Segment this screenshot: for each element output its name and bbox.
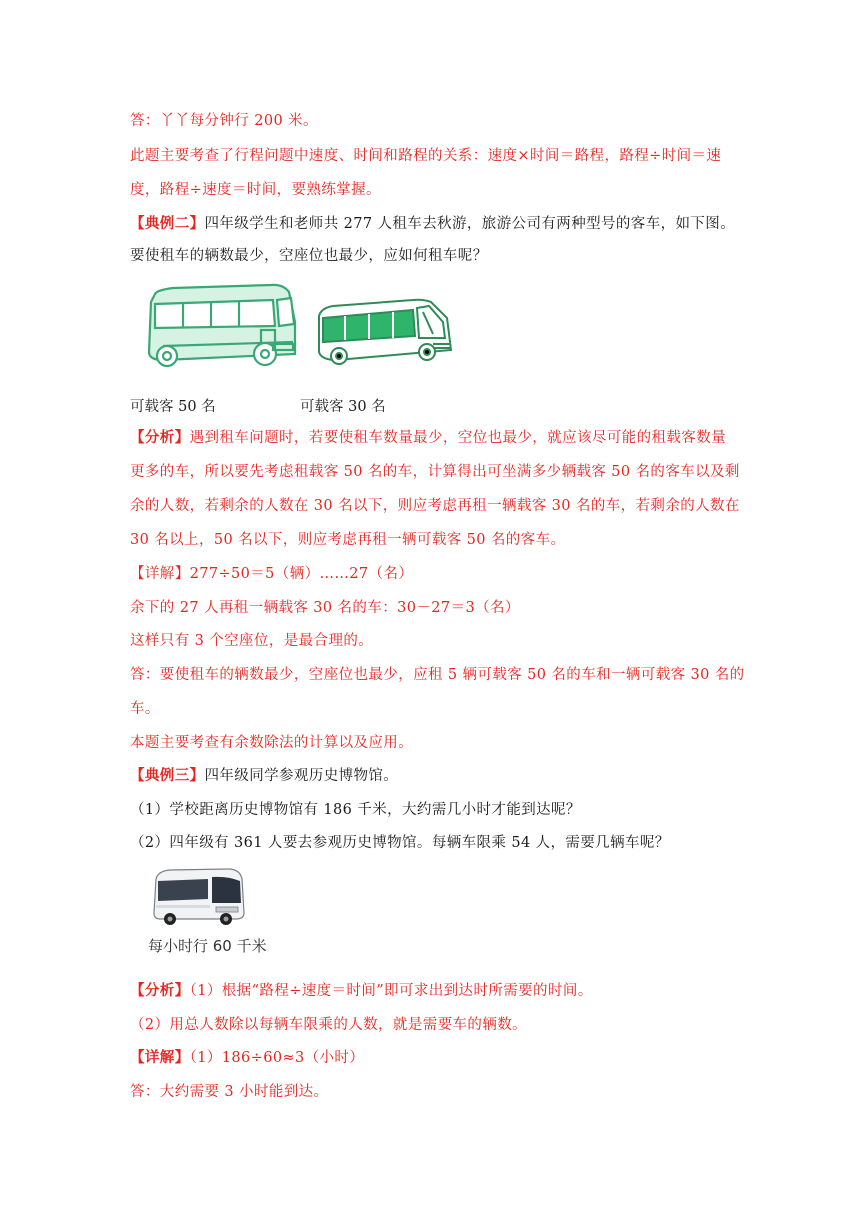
detail-3-tag: 【详解】 [130, 1049, 190, 1066]
detail-2-text: 277÷50＝5（辆）……27（名） [189, 566, 414, 582]
bus-50-caption: 可载客 50 名 [130, 399, 216, 415]
answer-2-line-1: 答：要使租车的辆数最少，空座位也最少，应租 5 辆可载客 50 名的车和一辆可载客 30 名的 [130, 667, 745, 683]
bus-30-caption: 可载客 30 名 [300, 399, 386, 415]
analysis-2-line-2: 更多的车，所以要先考虑租载客 50 名的车，计算得出可坐满多少辆载客 50 名的客车以及剩 [130, 464, 740, 480]
bus-30-seats-image [313, 294, 455, 370]
note-1-line-1: 此题主要考查了行程问题中速度、时间和路程的关系：速度×时间＝路程，路程÷时间＝速 [130, 148, 722, 164]
bus-50-seats-image [143, 282, 301, 372]
example-3-title-line [130, 766, 398, 786]
example-2-tag: 【典例二】 [130, 215, 205, 232]
detail-2-line-1 [130, 564, 413, 584]
example-2-text: 四年级学生和老师共 277 人租车去秋游，旅游公司有两种型号的客车，如下图。 [204, 216, 736, 232]
answer-2-line-2: 车。 [130, 701, 160, 717]
detail-2-line-2: 余下的 27 人再租一辆载客 30 名的车：30－27＝3（名） [130, 600, 520, 616]
detail-2-tag: 【详解】 [130, 566, 190, 582]
analysis-2-text: 遇到租车问题时，若要使租车数量最少，空位也最少，就应该尽可能的租载客数量 [189, 430, 727, 446]
analysis-3-text: （1）根据“路程÷速度＝时间”即可求出到达时所需要的时间。 [189, 983, 593, 999]
example-3-title: 四年级同学参观历史博物馆。 [204, 768, 399, 784]
analysis-3-line-2: （2）用总人数除以每辆车限乘的人数，就是需要车的辆数。 [130, 1017, 528, 1033]
detail-2-line-3: 这样只有 3 个空座位，是最合理的。 [130, 633, 374, 649]
answer-line-1: 答：丫丫每分钟行 200 米。 [130, 113, 318, 129]
detail-3-text: （1）186÷60≈3（小时） [189, 1050, 365, 1066]
example-2-line-1 [130, 214, 735, 234]
analysis-2-line-3: 余的人数，若剩余的人数在 30 名以下，则应考虑再租一辆载客 30 名的车，若剩余的人数在 [130, 498, 740, 514]
analysis-2-line-1 [130, 428, 726, 448]
example-2-line-2: 要使租车的辆数最少，空座位也最少，应如何租车呢？ [130, 248, 488, 264]
analysis-2-line-4: 30 名以上，50 名以下，则应考虑再租一辆可载客 50 名的客车。 [130, 532, 566, 548]
coach-bus-image [150, 865, 246, 927]
analysis-2-tag: 【分析】 [130, 429, 190, 446]
analysis-3-line-1 [130, 981, 593, 1001]
note-2: 本题主要考查有余数除法的计算以及应用。 [130, 735, 414, 751]
example-3-question-2: （2）四年级有 361 人要去参观历史博物馆。每辆车限乘 54 人，需要几辆车呢？ [130, 835, 670, 851]
analysis-3-tag: 【分析】 [130, 982, 190, 999]
note-1-line-2: 度，路程÷速度＝时间，要熟练掌握。 [130, 182, 381, 198]
example-3-tag: 【典例三】 [130, 767, 205, 784]
detail-3-line-1 [130, 1048, 364, 1068]
example-3-question-1: （1）学校距离历史博物馆有 186 千米，大约需几小时才能到达呢？ [130, 802, 581, 818]
answer-3: 答：大约需要 3 小时能到达。 [130, 1084, 329, 1100]
coach-bus-caption: 每小时行 60 千米 [148, 937, 267, 955]
